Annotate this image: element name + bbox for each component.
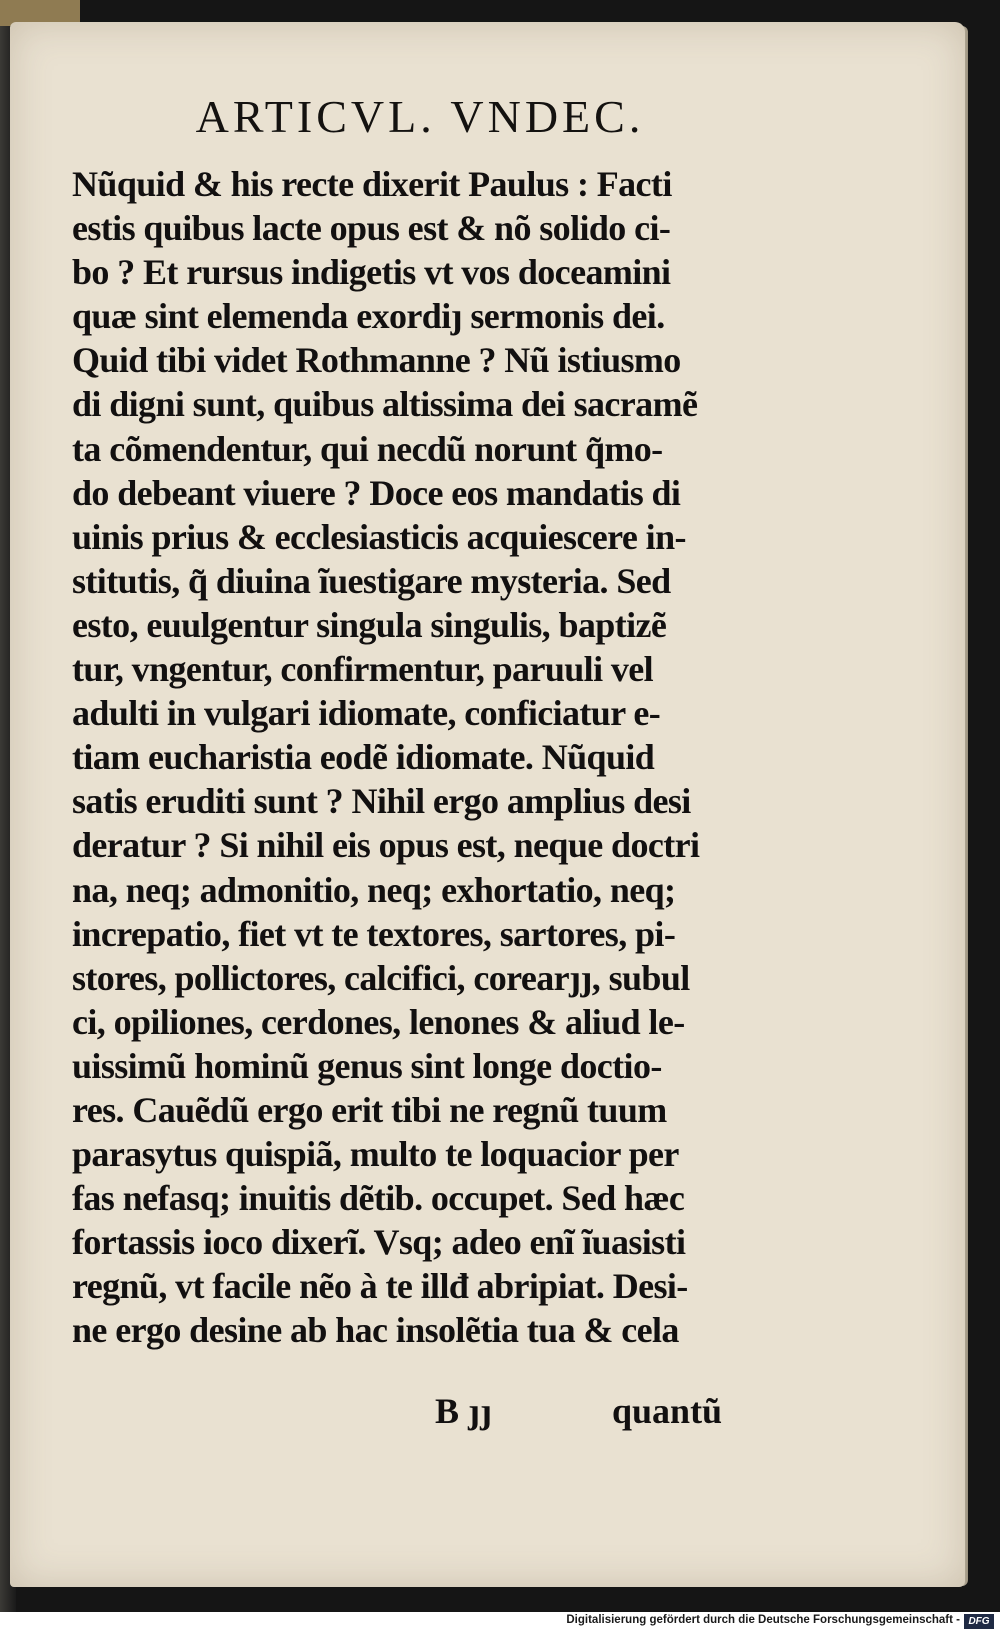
text-line: do debeant viuere ? Doce eos mandatis di [72, 472, 681, 513]
credit-bar [0, 1612, 1000, 1633]
text-line: na, neq; admonitio, neq; exhortatio, neq; [72, 869, 676, 910]
text-line: stitutis, q̃ diuina ĩuestigare mysteria. Sed [72, 560, 671, 601]
signature-mark: B ȷȷ [435, 1391, 492, 1431]
text-line: res. Cauẽdũ ergo erit tibi ne regnũ tuum [72, 1089, 667, 1130]
text-line: di digni sunt, quibus altissima dei sacramẽ [72, 384, 698, 425]
text-line: bo ? Et rursus indigetis vt vos doceamini [72, 252, 671, 293]
funding-credit: Digitalisierung gefördert durch die Deutsche Forschungsgemeinschaft - [566, 1614, 960, 1626]
catchword: quantũ [612, 1391, 723, 1431]
text-line: deratur ? Si nihil eis opus est, neque doctri [72, 825, 700, 866]
book-page [10, 22, 965, 1587]
text-line: tur, vngentur, confirmentur, paruuli vel [72, 649, 654, 690]
text-line: fortassis ioco dixerĩ. Vsq; adeo enĩ ĩuasisti [72, 1222, 686, 1263]
text-line: fas nefasq; inuitis dẽtib. occupet. Sed hæc [72, 1178, 685, 1219]
dfg-logo: DFG [964, 1614, 994, 1629]
text-line: regnũ, vt facile nẽo à te illđ abripiat. Desi- [72, 1266, 688, 1307]
text-line: increpatio, fiet vt te textores, sartores, pi- [72, 913, 676, 954]
text-line: ne ergo desine ab hac insolẽtia tua & cela [72, 1310, 679, 1351]
text-line: parasytus quispiã, multo te loquacior per [72, 1134, 679, 1175]
text-line: quæ sint elemenda exordiȷ sermonis dei. [72, 296, 665, 337]
text-line: tiam eucharistia eodẽ idiomate. Nũquid [72, 737, 655, 778]
text-line: stores, pollictores, calcifici, corearȷȷ, subul [72, 957, 690, 998]
text-line: uissimũ hominũ genus sint longe doctio- [72, 1045, 662, 1086]
text-line: esto, euulgentur singula singulis, baptizẽ [72, 604, 667, 645]
catchline [10, 1390, 765, 1440]
text-line: ta cõmendentur, qui necdũ norunt q̃mo- [72, 428, 663, 469]
text-line: satis eruditi sunt ? Nihil ergo amplius desi [72, 781, 691, 822]
text-line: adulti in vulgari idiomate, conficiatur e- [72, 693, 661, 734]
text-line: ci, opiliones, cerdones, lenones & aliud le- [72, 1001, 685, 1042]
text-line: Nũquid & his recte dixerit Paulus : Facti [72, 164, 672, 204]
text-line: Quid tibi videt Rothmanne ? Nũ istiusmo [72, 340, 681, 381]
text-line: estis quibus lacte opus est & nõ solido ci- [72, 208, 671, 249]
running-head: ARTICVL. VNDEC. [195, 91, 645, 142]
text-line: uinis prius & ecclesiasticis acquiescere in- [72, 516, 686, 557]
body-text [72, 162, 752, 1353]
